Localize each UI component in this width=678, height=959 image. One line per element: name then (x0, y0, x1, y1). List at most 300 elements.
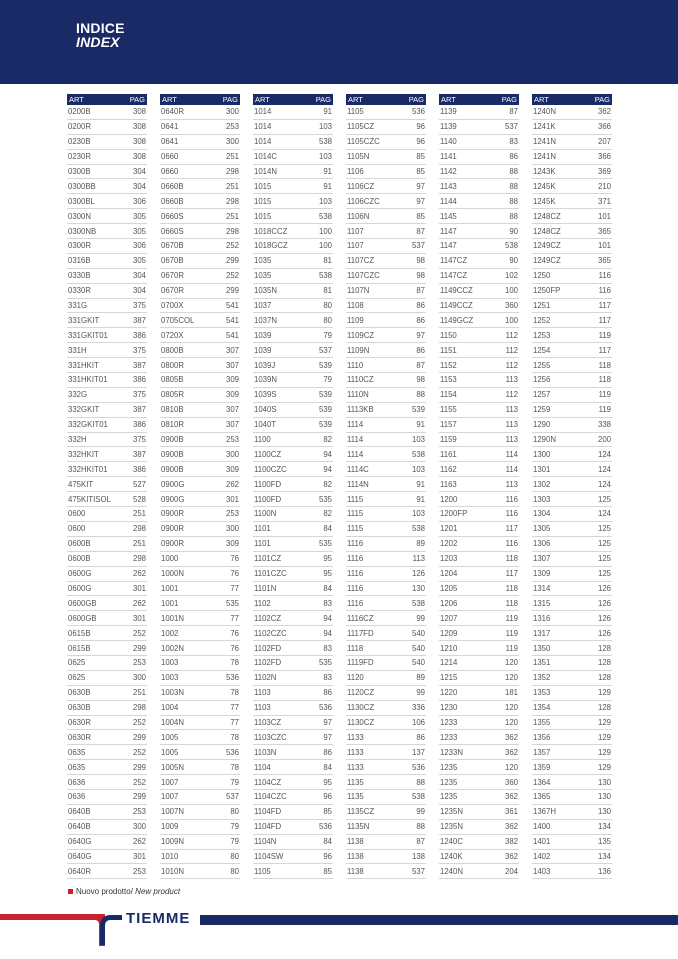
index-row (439, 418, 519, 433)
article-code: 1116CZ (347, 613, 374, 623)
page-title-en: INDEX (76, 34, 120, 50)
index-row (160, 165, 240, 180)
page-number: 307 (225, 405, 239, 415)
index-row (160, 313, 240, 328)
article-code: 1115 (347, 494, 364, 504)
article-code: 0615B (68, 628, 91, 638)
article-code: 1235 (440, 792, 458, 802)
index-row (532, 299, 612, 314)
page-number: 87 (416, 837, 425, 847)
page-number: 85 (323, 866, 332, 876)
index-row (439, 433, 519, 448)
index-row (532, 358, 612, 373)
article-code: 475KITISOL (68, 494, 111, 504)
article-code: 1133 (347, 762, 364, 772)
page-number: 298 (225, 196, 239, 206)
header-art: ART (162, 95, 177, 104)
index-row (532, 239, 612, 254)
page-number: 252 (225, 241, 239, 251)
index-row (346, 567, 426, 582)
index-row (253, 522, 333, 537)
index-row (346, 582, 426, 597)
page-number: 86 (416, 345, 425, 355)
page-number: 120 (504, 717, 518, 727)
page-number: 308 (132, 137, 146, 147)
article-code: 1240N (440, 866, 463, 876)
page-number: 117 (598, 315, 611, 325)
index-row (346, 358, 426, 373)
page-number: 362 (504, 732, 518, 742)
article-code: 1103N (254, 747, 277, 757)
index-row (67, 492, 147, 507)
index-row (67, 537, 147, 552)
index-row (532, 656, 612, 671)
index-row (532, 403, 612, 418)
article-code: 0636 (68, 777, 86, 787)
article-code: 1141 (440, 152, 457, 162)
index-row (67, 179, 147, 194)
page-number: 119 (598, 330, 611, 340)
page-number: 95 (323, 777, 332, 787)
index-row (532, 135, 612, 150)
index-row (253, 120, 333, 135)
index-row (67, 284, 147, 299)
index-row (439, 477, 519, 492)
page-number: 87 (416, 226, 425, 236)
article-code: 1248CZ (533, 211, 561, 221)
page-number: 88 (416, 777, 425, 787)
page-number: 77 (230, 613, 239, 623)
article-code: 0600 (68, 524, 86, 534)
index-row (160, 760, 240, 775)
article-code: 0670B (161, 241, 184, 251)
article-code: 0300B (68, 167, 91, 176)
index-row (439, 790, 519, 805)
article-code: 1100 (254, 435, 271, 445)
index-row (160, 120, 240, 135)
index-row (439, 552, 519, 567)
page-number: 125 (597, 524, 611, 534)
page-number: 371 (597, 196, 611, 206)
index-row (346, 552, 426, 567)
index-row (346, 403, 426, 418)
index-row (253, 105, 333, 120)
page-number: 99 (416, 613, 425, 623)
index-row (253, 864, 333, 879)
index-row (160, 433, 240, 448)
article-code: 0600B (68, 554, 91, 564)
page-number: 113 (505, 420, 518, 430)
article-code: 0300R (68, 241, 91, 251)
page-number: 89 (416, 539, 425, 549)
index-row (253, 641, 333, 656)
article-code: 1004N (161, 717, 184, 727)
article-code: 1116 (347, 554, 364, 564)
page-number: 113 (505, 479, 518, 489)
page-number: 79 (230, 837, 239, 847)
page-number: 299 (132, 732, 146, 742)
page-number: 91 (323, 181, 332, 191)
index-row (253, 626, 333, 641)
article-code: 0200R (68, 122, 91, 132)
index-row (67, 760, 147, 775)
index-row (253, 790, 333, 805)
index-row (67, 313, 147, 328)
article-code: 1154 (440, 390, 457, 400)
index-row (439, 730, 519, 745)
header-pag: PAG (129, 95, 145, 104)
page-number: 126 (597, 598, 611, 608)
page-number: 100 (318, 241, 332, 251)
page-number: 126 (597, 613, 611, 623)
article-code: 0230R (68, 152, 91, 162)
article-code: 1153 (440, 375, 457, 385)
article-code: 0810B (161, 405, 184, 415)
index-row (253, 850, 333, 865)
article-code: 331HKIT01 (68, 375, 108, 385)
article-code: 1107 (347, 226, 364, 236)
article-code: 1162 (440, 464, 457, 474)
article-code: 0330B (68, 271, 91, 281)
article-code: 1105CZ (347, 122, 375, 132)
article-code: 1138 (347, 851, 364, 861)
article-code: 1117FD (347, 628, 374, 638)
page-number: 181 (504, 688, 518, 698)
article-code: 1230 (440, 703, 458, 713)
index-row (532, 284, 612, 299)
page-number: 365 (597, 226, 611, 236)
index-row (439, 209, 519, 224)
index-row (253, 165, 333, 180)
page-number: 102 (504, 271, 518, 281)
index-row (253, 745, 333, 760)
article-code: 0600G (68, 583, 92, 593)
page-number: 299 (132, 792, 146, 802)
page-number: 252 (132, 747, 146, 757)
index-row (439, 403, 519, 418)
page-number: 536 (411, 762, 425, 772)
article-code: 0635 (68, 747, 86, 757)
page-number: 120 (504, 762, 518, 772)
article-code: 331G (68, 301, 88, 311)
page-number: 362 (504, 792, 518, 802)
article-code: 0900G (161, 494, 185, 504)
page-number: 82 (323, 509, 332, 519)
index-row (346, 447, 426, 462)
page-number: 262 (132, 598, 146, 608)
article-code: 0640R (68, 866, 91, 876)
page-number: 387 (132, 449, 146, 459)
page-number: 387 (132, 360, 146, 370)
index-row (439, 596, 519, 611)
article-code: 331HKIT (68, 360, 99, 370)
article-code: 1155 (440, 405, 457, 415)
article-code: 0630B (68, 703, 91, 713)
page-number: 535 (318, 658, 332, 668)
article-code: 1120 (347, 673, 364, 683)
article-code: 1108 (347, 301, 364, 311)
article-code: 1000N (161, 569, 184, 579)
index-row (67, 552, 147, 567)
page-number: 252 (132, 717, 146, 727)
article-code: 1151 (440, 345, 457, 355)
page-number: 100 (318, 226, 332, 236)
page-number: 125 (597, 539, 611, 549)
article-code: 1233 (440, 732, 458, 742)
index-row (346, 671, 426, 686)
page-number: 91 (323, 167, 332, 176)
page-number: 540 (411, 643, 425, 653)
index-row (439, 343, 519, 358)
index-row (253, 611, 333, 626)
index-row (346, 165, 426, 180)
index-row (160, 254, 240, 269)
header-pag: PAG (501, 95, 517, 104)
index-row (346, 656, 426, 671)
article-code: 1145 (440, 211, 457, 221)
article-code: 1003 (161, 658, 179, 668)
article-code: 0300BB (68, 181, 96, 191)
page-number: 538 (411, 792, 425, 802)
index-row (532, 626, 612, 641)
index-row (346, 835, 426, 850)
page-number: 78 (230, 688, 239, 698)
article-code: 1039N (254, 375, 277, 385)
page-number: 538 (411, 524, 425, 534)
index-row (532, 209, 612, 224)
article-code: 1147 (440, 241, 457, 251)
article-code: 1351 (533, 658, 551, 668)
article-code: 1135CZ (347, 807, 375, 817)
article-code: 1106CZ (347, 181, 375, 191)
article-code: 1107CZ (347, 256, 375, 266)
index-row (253, 537, 333, 552)
page-number: 81 (323, 286, 332, 296)
new-product-legend (68, 887, 180, 896)
page-number: 124 (597, 479, 611, 489)
page-number: 124 (597, 464, 611, 474)
index-row (160, 328, 240, 343)
page-number: 126 (597, 583, 611, 593)
index-row (532, 552, 612, 567)
page-number: 298 (132, 703, 146, 713)
index-row (67, 105, 147, 120)
index-row (532, 254, 612, 269)
page-number: 338 (597, 420, 611, 430)
article-code: 1235N (440, 807, 463, 817)
article-code: 1007N (161, 807, 184, 817)
page-number: 375 (132, 435, 146, 445)
index-row (439, 805, 519, 820)
column-header (346, 94, 426, 105)
article-code: 1035 (254, 271, 272, 281)
page-number: 125 (597, 554, 611, 564)
index-row (67, 835, 147, 850)
index-row (439, 239, 519, 254)
index-row (346, 150, 426, 165)
index-row (67, 418, 147, 433)
index-row (532, 477, 612, 492)
page-number: 307 (225, 345, 239, 355)
page-number: 113 (412, 554, 425, 564)
page-number: 301 (132, 583, 146, 593)
article-code: 1009N (161, 837, 184, 847)
article-code: 0600B (68, 539, 91, 549)
article-code: 1354 (533, 703, 551, 713)
page-number: 126 (411, 569, 425, 579)
index-row (532, 790, 612, 805)
page-number: 76 (230, 569, 239, 579)
index-row (253, 150, 333, 165)
article-code: 1139 (440, 122, 457, 132)
page-number: 103 (411, 435, 425, 445)
article-code: 1107 (347, 241, 364, 251)
article-code: 1317 (533, 628, 551, 638)
page-number: 91 (416, 420, 425, 430)
page-number: 116 (505, 539, 518, 549)
index-row (160, 105, 240, 120)
index-row (253, 596, 333, 611)
page-number: 82 (323, 479, 332, 489)
index-row (532, 433, 612, 448)
index-row (346, 716, 426, 731)
index-row (439, 507, 519, 522)
page-number: 114 (505, 464, 518, 474)
index-row (346, 120, 426, 135)
article-code: 1104 (254, 762, 271, 772)
article-code: 1107CZC (347, 271, 380, 281)
index-row (532, 537, 612, 552)
index-row (67, 299, 147, 314)
page-number: 126 (597, 628, 611, 638)
index-row (439, 656, 519, 671)
index-row (346, 373, 426, 388)
index-row (532, 745, 612, 760)
article-code: 0900R (161, 524, 184, 534)
page-number: 90 (509, 226, 518, 236)
page-number: 118 (505, 598, 518, 608)
article-code: 1257 (533, 390, 551, 400)
article-code: 1039 (254, 345, 272, 355)
article-code: 1300 (533, 449, 551, 459)
page-number: 308 (132, 152, 146, 162)
page-number: 298 (132, 524, 146, 534)
article-code: 1101CZ (254, 554, 282, 564)
page-number: 80 (323, 315, 332, 325)
index-row (439, 492, 519, 507)
article-code: 1002N (161, 643, 184, 653)
index-row (439, 388, 519, 403)
index-row (346, 820, 426, 835)
article-code: 1103 (254, 688, 271, 698)
page-number: 76 (230, 628, 239, 638)
article-code: 1001 (161, 583, 179, 593)
page-number: 88 (509, 211, 518, 221)
page-number: 300 (225, 524, 239, 534)
article-code: 0316B (68, 256, 91, 266)
index-row (160, 745, 240, 760)
article-code: 1037N (254, 315, 277, 325)
page-number: 84 (323, 837, 332, 847)
page-number: 129 (597, 762, 611, 772)
index-row (346, 462, 426, 477)
index-row (160, 864, 240, 879)
article-code: 0800R (161, 360, 184, 370)
index-row (160, 641, 240, 656)
index-row (346, 626, 426, 641)
page-number: 125 (597, 569, 611, 579)
index-row (253, 254, 333, 269)
page-number: 91 (416, 479, 425, 489)
article-code: 475KIT (68, 479, 94, 489)
page-number: 538 (318, 271, 332, 281)
article-code: 1014N (254, 167, 277, 176)
header-art: ART (69, 95, 84, 104)
index-row (253, 716, 333, 731)
article-code: 1101CZC (254, 569, 287, 579)
page-number: 300 (225, 449, 239, 459)
index-column (346, 94, 426, 879)
page-number: 120 (504, 673, 518, 683)
article-code: 1105 (347, 107, 364, 117)
article-code: 0700X (161, 301, 184, 311)
page-number: 204 (504, 866, 518, 876)
article-code: 1101 (254, 524, 271, 534)
article-code: 1014C (254, 152, 277, 162)
page-number: 251 (132, 688, 146, 698)
article-code: 1401 (533, 837, 551, 847)
page-number: 112 (505, 330, 518, 340)
article-code: 1104CZC (254, 792, 287, 802)
page-number: 137 (411, 747, 425, 757)
article-code: 0660B (161, 181, 184, 191)
page-number: 375 (132, 390, 146, 400)
index-row (439, 254, 519, 269)
article-code: 1306 (533, 539, 551, 549)
index-row (346, 194, 426, 209)
page-number: 538 (318, 137, 332, 147)
article-code: 1037 (254, 301, 272, 311)
index-row (160, 730, 240, 745)
index-row (439, 641, 519, 656)
page-title-it: INDICE (76, 20, 125, 36)
page-number: 129 (597, 732, 611, 742)
index-row (253, 835, 333, 850)
article-code: 1357 (533, 747, 551, 757)
article-code: 1251 (533, 301, 551, 311)
article-code: 1400 (533, 822, 551, 832)
page-number: 91 (416, 494, 425, 504)
logo-blue-curve (100, 915, 122, 945)
page-number: 299 (132, 762, 146, 772)
article-code: 1118 (347, 643, 364, 653)
page-number: 117 (505, 524, 518, 534)
index-row (160, 224, 240, 239)
article-code: 0900R (161, 509, 184, 519)
index-row (160, 835, 240, 850)
article-code: 1250FP (533, 286, 561, 296)
index-row (439, 671, 519, 686)
index-row (346, 507, 426, 522)
page-number: 103 (411, 509, 425, 519)
index-row (253, 582, 333, 597)
article-code: 1114N (347, 479, 369, 489)
article-code: 1110N (347, 390, 369, 400)
index-row (532, 760, 612, 775)
index-row (67, 224, 147, 239)
page-number: 253 (132, 658, 146, 668)
article-code: 0660B (161, 196, 184, 206)
